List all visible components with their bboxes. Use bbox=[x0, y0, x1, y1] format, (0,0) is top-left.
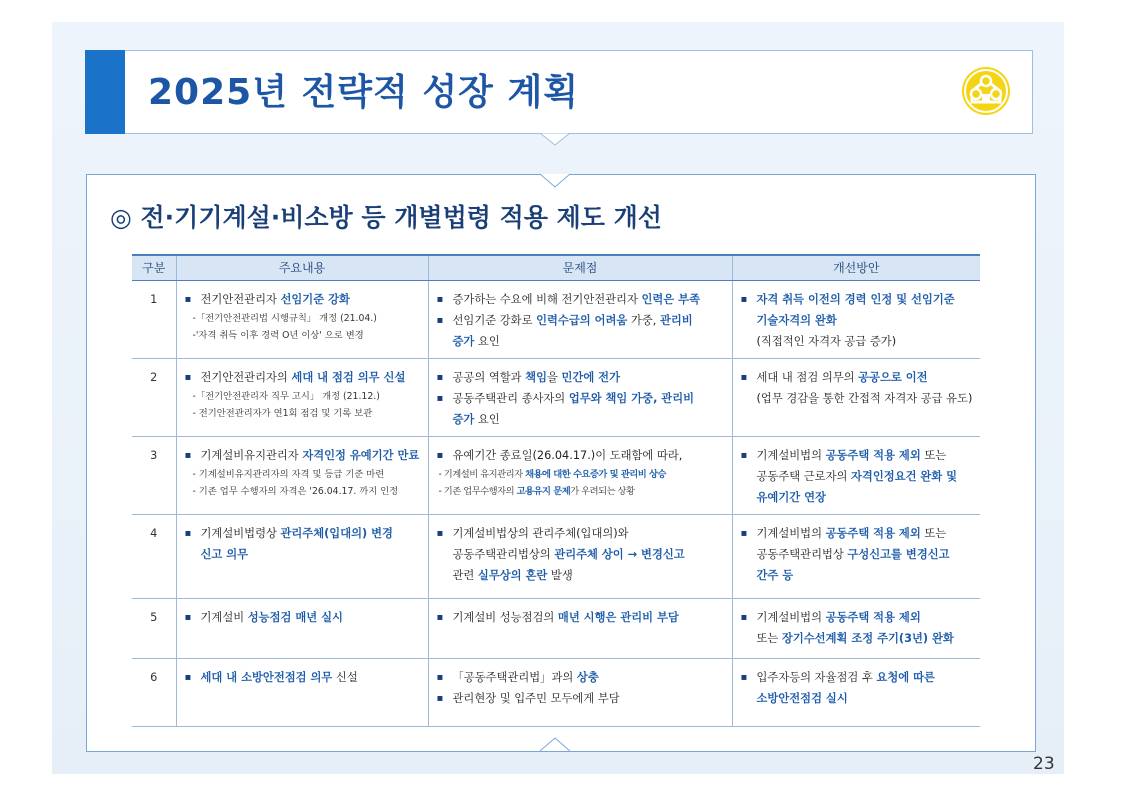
table-header-row bbox=[132, 255, 980, 281]
row-number: 6 bbox=[132, 659, 176, 727]
improvement-cell: ▪ 기계설비법의 공동주택 적용 제외 또는 장기수선계획 조정 주기(3년) 완화 bbox=[732, 599, 980, 659]
improvement-cell: ▪ 입주자등의 자율점검 후 요청에 따른 소방안전점검 실시 bbox=[732, 659, 980, 727]
problem-cell: ▪ 기계설비 성능점검의 매년 시행은 관리비 부담 bbox=[428, 599, 732, 659]
header-category: 구분 bbox=[132, 255, 176, 281]
improvement-cell: ▪ 기계설비법의 공동주택 적용 제외 또는 공동주택관리법상 구성신고를 변경신고 간주 등 bbox=[732, 515, 980, 599]
page-number: 23 bbox=[1033, 754, 1055, 774]
content-top-notch bbox=[540, 173, 570, 189]
improvement-table bbox=[132, 254, 980, 727]
improvement-cell: ▪ 기계설비법의 공동주택 적용 제외 또는 공동주택 근로자의 자격인정요건 완화 및 유예기간 연장 bbox=[732, 437, 980, 515]
table-row bbox=[132, 437, 980, 515]
main-content-cell: ▪ 전기안전관리자 선임기준 강화 -「전기안전관리법 시행규칙」 개정 (21.04.) -'자격 취득 이후 경력 O년 이상' 으로 변경 bbox=[176, 281, 428, 359]
row-number: 3 bbox=[132, 437, 176, 515]
house-emblem-logo bbox=[961, 66, 1011, 116]
problem-cell: ▪ 공공의 역할과 책임을 민간에 전가 ▪ 공동주택관리 종사자의 업무와 책임 가중, 관리비 증가 요인 bbox=[428, 359, 732, 437]
header-improvement: 개선방안 bbox=[732, 255, 980, 281]
header-main-content: 주요내용 bbox=[176, 255, 428, 281]
title-accent-block bbox=[85, 50, 125, 134]
row-number: 5 bbox=[132, 599, 176, 659]
row-number: 2 bbox=[132, 359, 176, 437]
main-content-cell: ▪ 세대 내 소방안전점검 의무 신설 bbox=[176, 659, 428, 727]
header-problem: 문제점 bbox=[428, 255, 732, 281]
main-content-cell: ▪ 기계설비법령상 관리주체(입대의) 변경 신고 의무 bbox=[176, 515, 428, 599]
improvement-cell: ▪ 세대 내 점검 의무의 공공으로 이전 (업무 경감을 통한 간접적 자격자 공급 유도) bbox=[732, 359, 980, 437]
row-number: 4 bbox=[132, 515, 176, 599]
table-row bbox=[132, 599, 980, 659]
improvement-cell: ▪ 자격 취득 이전의 경력 인정 및 선임기준 기술자격의 완화 (직접적인 자격자 공급 증가) bbox=[732, 281, 980, 359]
content-bottom-notch bbox=[540, 737, 570, 753]
table-row bbox=[132, 515, 980, 599]
problem-cell: ▪ 「공동주택관리법」과의 상충 ▪ 관리현장 및 입주민 모두에게 부담 bbox=[428, 659, 732, 727]
title-notch bbox=[540, 133, 570, 147]
table-row bbox=[132, 281, 980, 359]
page-title: 2025년 전략적 성장 계획 bbox=[148, 72, 580, 113]
main-content-cell: ▪ 기계설비 성능점검 매년 실시 bbox=[176, 599, 428, 659]
problem-cell: ▪ 유예기간 종료일(26.04.17.)이 도래함에 따라, - 기계설비 유지관리자 채용에 대한 수요증가 및 관리비 상승 - 기존 업무수행자의 고용유지 문제가 우려되는 상황 bbox=[428, 437, 732, 515]
table-row bbox=[132, 359, 980, 437]
table-row bbox=[132, 659, 980, 727]
section-title: ◎ 전·기기계설·비소방 등 개별법령 적용 제도 개선 bbox=[110, 203, 662, 232]
problem-cell: ▪ 기계설비법상의 관리주체(입대의)와 공동주택관리법상의 관리주체 상이 → 변경신고 관련 실무상의 혼란 발생 bbox=[428, 515, 732, 599]
row-number: 1 bbox=[132, 281, 176, 359]
main-content-cell: ▪ 전기안전관리자의 세대 내 점검 의무 신설 -「전기안전관리자 직무 고시」 개정 (21.12.) - 전기안전관리자가 연1회 점검 및 기록 보관 bbox=[176, 359, 428, 437]
problem-cell: ▪ 증가하는 수요에 비해 전기안전관리자 인력은 부족 ▪ 선임기준 강화로 인력수급의 어려움 가중, 관리비 증가 요인 bbox=[428, 281, 732, 359]
main-content-cell: ▪ 기계설비유지관리자 자격인정 유예기간 만료 - 기계설비유지관리자의 자격 및 등급 기준 마련 - 기존 업무 수행자의 자격은 '26.04.17. 까지 인정 bbox=[176, 437, 428, 515]
